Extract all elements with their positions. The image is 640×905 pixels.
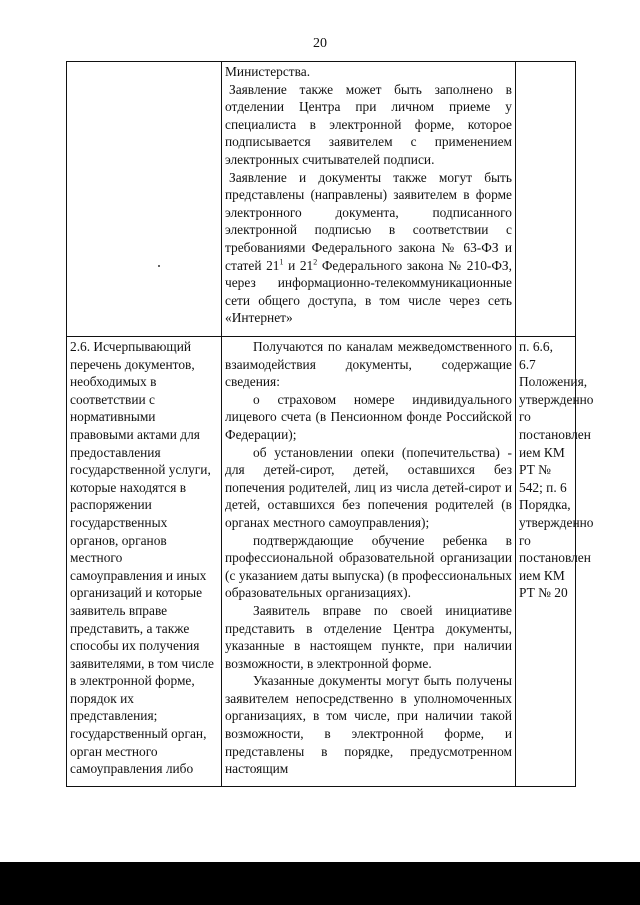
document-table: [66, 61, 594, 787]
row2-col2: [222, 337, 516, 787]
paragraph: подтверждающие обучение ребенка в профессиональной образовательной организации (с указанием даты выпуска) (в профессиональных образовательных организациях).: [225, 532, 512, 601]
text-part: Федерального закона № 210-ФЗ, через информационно-телекоммуникационные сети общего доступа, в том числе через сеть «Интернет»: [225, 257, 512, 326]
row2-col1: 2.6. Исчерпывающий перечень документов, необходимых в соответствии с нормативными правовыми актами для предоставления государственной услуги, которые находятся в распоряжении государственных органов, органов местного самоуправления и иных организаций и которые заявитель вправе представить, а также способы их получения заявителями, в том числе в электронной форме, порядок их представления; государственный орган, орган местного самоуправления либо: [67, 337, 222, 787]
paragraph: о страховом номере индивидуального лицевого счета (в Пенсионном фонде Российской Федерации);: [225, 391, 512, 442]
paragraph: Получаются по каналам межведомственного взаимодействия документы, содержащие сведения:: [225, 339, 512, 390]
row1-col1: [67, 62, 222, 337]
paragraph: Заявление также может быть заполнено в отделении Центра при личном приеме у специалиста в электронной форме, которое подписывается заявителем с применением электронных считывателей подписи.: [225, 81, 512, 167]
superscript: 1: [279, 257, 284, 267]
text-part: Заявление и документы также могут быть представлены (направлены) заявителем в форме электронного документа, подписанного электронной подписью в соответствии с требованиями Федерального закона № 63-ФЗ и статей 21: [225, 169, 512, 273]
scan-speck: [158, 265, 160, 267]
paragraph: [225, 169, 512, 327]
paragraph: Министерства.: [225, 64, 311, 79]
table-row: [67, 337, 576, 787]
row2-col3: п. 6.6, 6.7 Положения, утвержденно го постановлен ием КМ РТ № 542; п. 6 Порядка, утвержденно го постановлен ием КМ РТ № 20: [516, 337, 576, 787]
paragraph: Заявитель вправе по своей инициативе представить в отделение Центра документы, указанные в настоящем пункте, при наличии возможности, в электронной форме.: [225, 602, 512, 671]
page-number: 20: [313, 36, 327, 51]
paragraph: Указанные документы могут быть получены заявителем непосредственно в уполномоченных организациях, в том числе, при наличии такой возможности, в электронной форме, и представлены в порядке, предусмотренном настоящим: [225, 673, 512, 777]
row1-col2: [222, 62, 516, 337]
table-row: [67, 62, 576, 337]
paragraph: об установлении опеки (попечительства) - для детей-сирот, детей, оставшихся без попечения родителей, лиц из числа детей-сирот и детей, оставшихся без попечения родителей (в органах местного самоуправления);: [225, 444, 512, 530]
superscript: 2: [313, 257, 318, 267]
text-part: и 21: [283, 257, 314, 273]
scan-bottom-edge: [0, 862, 640, 905]
row1-col3: [516, 62, 576, 337]
